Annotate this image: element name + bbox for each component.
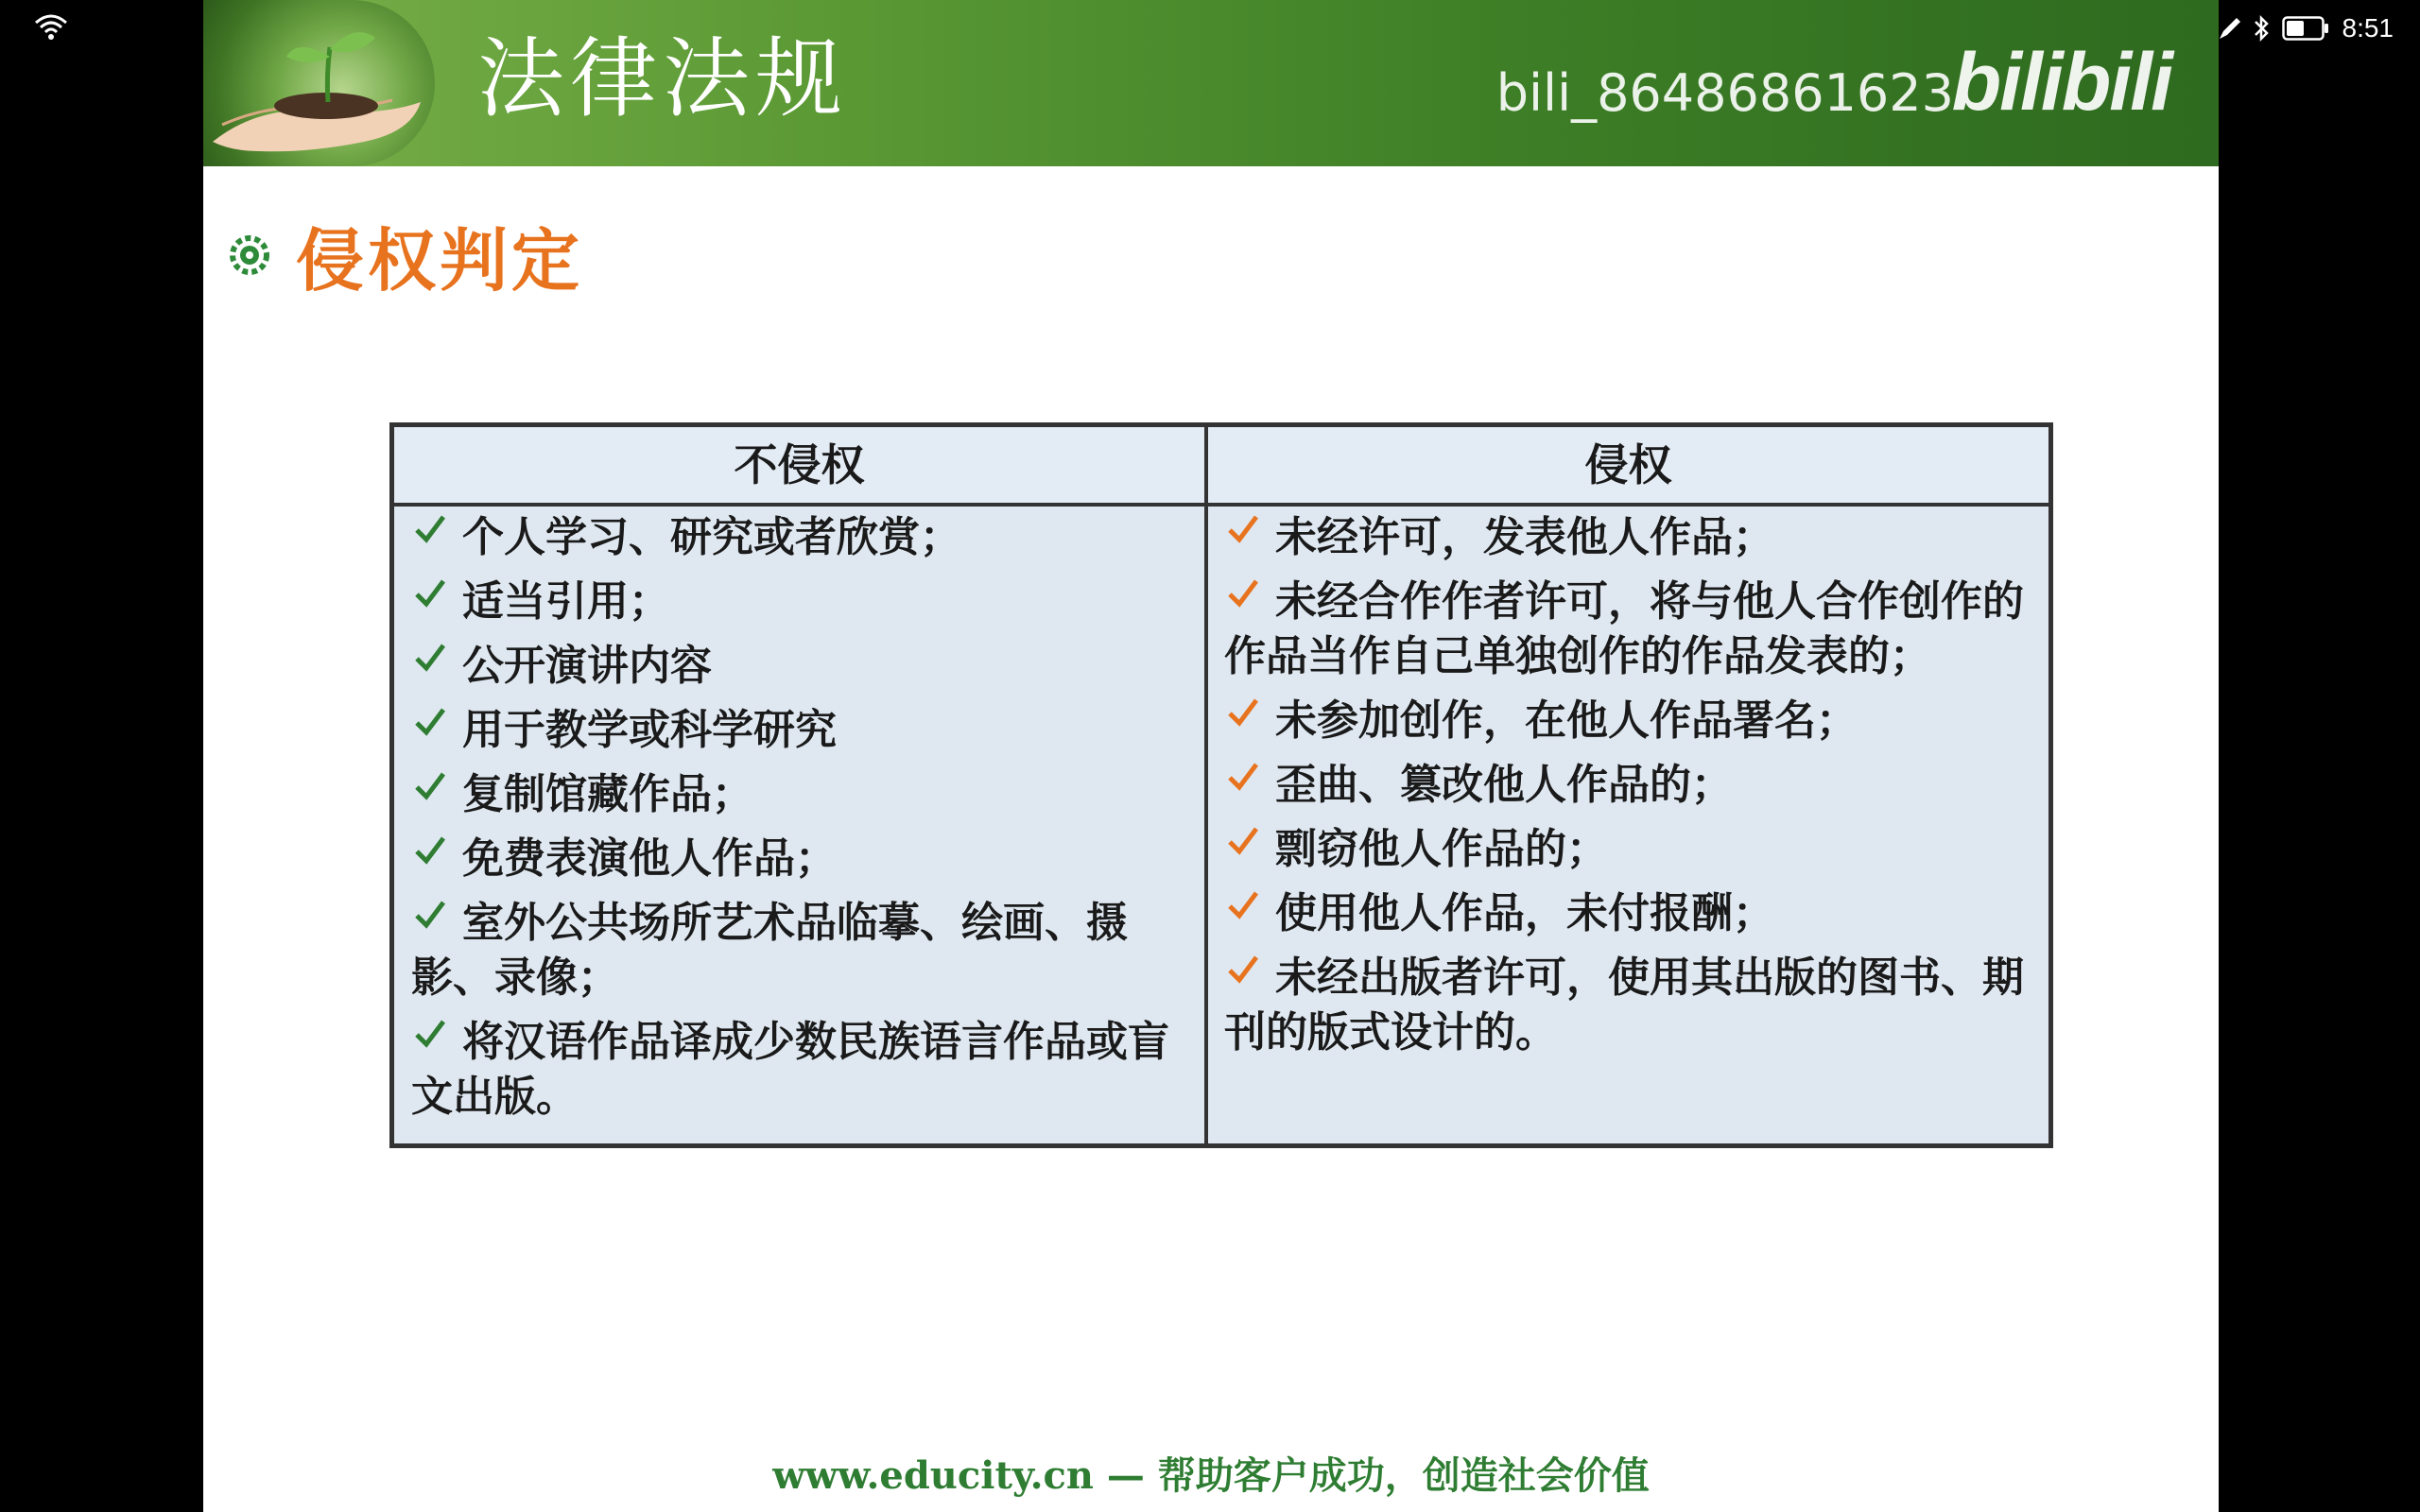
infringement-table xyxy=(389,422,2053,1148)
green-check-icon xyxy=(411,640,449,678)
orange-check-icon xyxy=(1224,576,1262,613)
green-check-icon xyxy=(411,833,449,870)
bilibili-logo: bilibili xyxy=(1951,37,2171,128)
orange-check-icon xyxy=(1224,823,1262,861)
section-heading-text: 侵权判定 xyxy=(296,221,584,301)
green-check-icon xyxy=(411,511,449,549)
header-non-infringement: 不侵权 xyxy=(734,439,865,490)
gear-bullet-icon xyxy=(228,233,271,277)
orange-check-icon xyxy=(1224,887,1262,925)
slide xyxy=(203,0,2219,1512)
list-item: 未经出版者许可，使用其出版的图书、期刊的版式设计的。 xyxy=(1224,954,2024,1057)
column-divider xyxy=(1204,427,1208,1143)
list-item: 复制馆藏作品； xyxy=(411,767,1182,822)
list-item: 个人学习、研究或者欣赏； xyxy=(411,510,1182,565)
green-check-icon xyxy=(411,576,449,613)
list-item: 未经合作作者许可，将与他人合作创作的作品当作自己单独创作的作品发表的； xyxy=(1224,577,2024,680)
non-infringement-list xyxy=(411,510,1182,1134)
orange-check-icon xyxy=(1224,952,1262,989)
slide-footer: www.educity.cn — 帮助客户成功，创造社会价值 xyxy=(772,1453,1650,1498)
green-check-icon xyxy=(411,768,449,806)
wifi-icon xyxy=(34,13,72,42)
green-check-icon xyxy=(411,897,449,935)
bluetooth-icon xyxy=(2252,14,2273,43)
list-item: 免费表演他人作品； xyxy=(411,832,1182,886)
orange-check-icon xyxy=(1224,759,1262,797)
section-heading xyxy=(228,206,583,304)
list-item: 剽窃他人作品的； xyxy=(1224,822,2037,877)
header-infringement: 侵权 xyxy=(1584,439,1672,490)
infringement-list xyxy=(1224,510,2037,1070)
orange-check-icon xyxy=(1224,511,1262,549)
green-check-icon xyxy=(411,1016,449,1054)
banner xyxy=(203,0,2219,166)
green-check-icon xyxy=(411,704,449,742)
list-item: 公开演讲内容 xyxy=(411,639,1182,694)
list-item: 使用他人作品，未付报酬； xyxy=(1224,886,2037,941)
list-item: 歪曲、篡改他人作品的； xyxy=(1224,758,2037,813)
uploader-watermark: bili_86486861623 xyxy=(1495,63,1954,123)
banner-title: 法律法规 xyxy=(477,28,849,129)
battery-icon xyxy=(2282,16,2329,41)
clock: 8:51 xyxy=(2342,13,2394,43)
banner-photo xyxy=(203,0,435,166)
list-item: 用于教学或科学研究 xyxy=(411,703,1182,758)
list-item: 将汉语作品译成少数民族语言作品或盲文出版。 xyxy=(411,1018,1169,1121)
orange-check-icon xyxy=(1224,695,1262,732)
list-item: 适当引用； xyxy=(411,575,1182,629)
list-item: 未参加创作，在他人作品署名； xyxy=(1224,694,2037,748)
table-header-row xyxy=(394,427,2048,507)
list-item: 室外公共场所艺术品临摹、绘画、摄影、录像； xyxy=(411,899,1128,1002)
list-item: 未经许可，发表他人作品； xyxy=(1224,510,2037,565)
pen-icon xyxy=(2216,14,2242,43)
